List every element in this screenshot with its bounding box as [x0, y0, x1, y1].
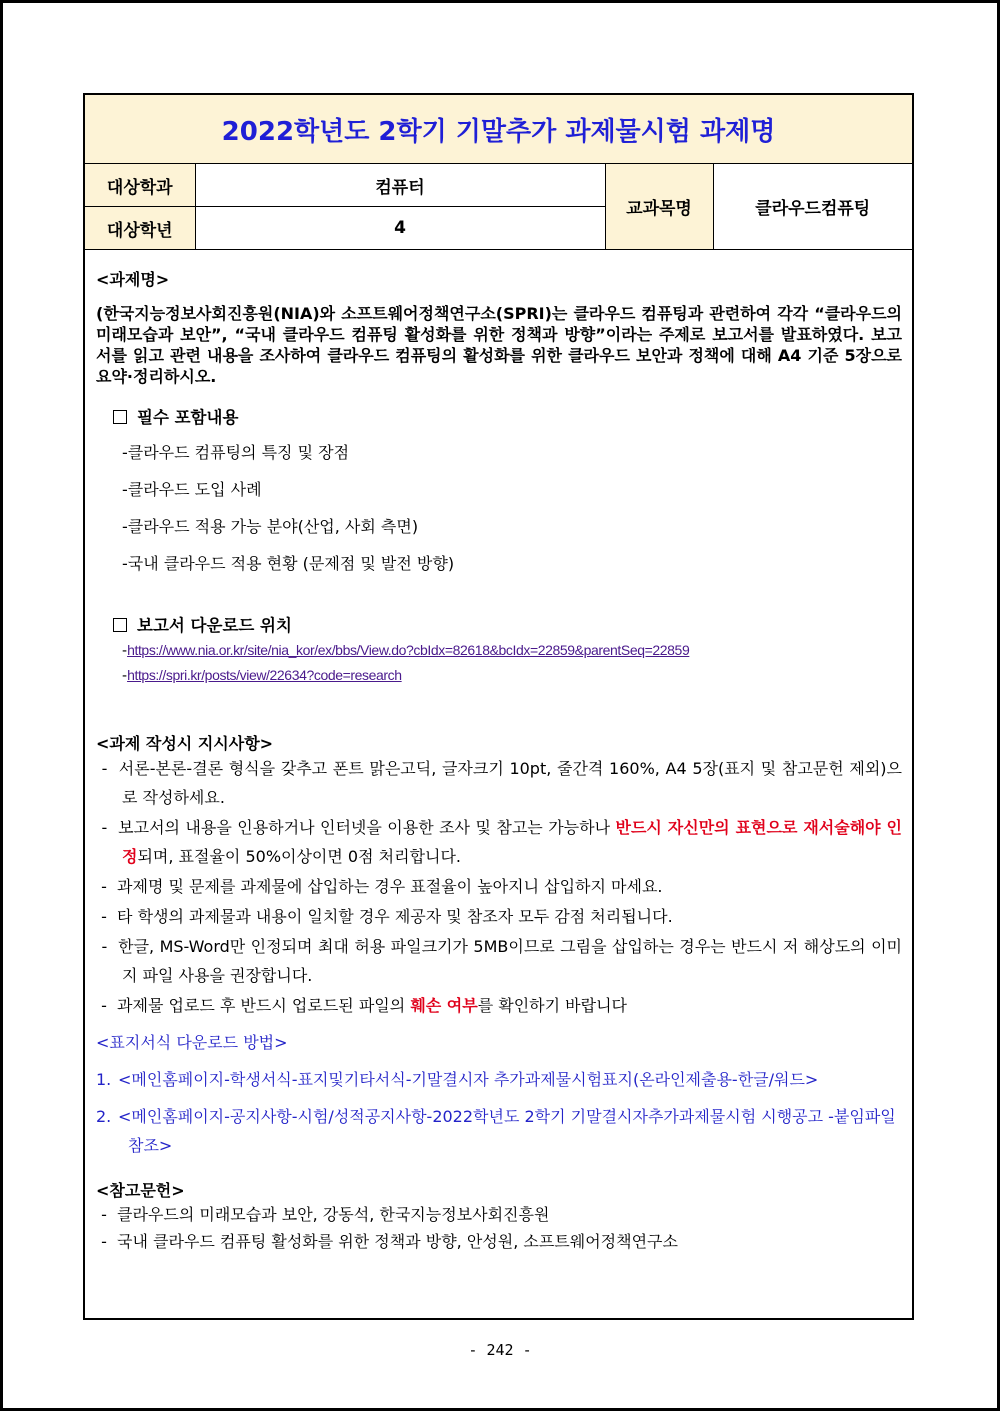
course-value: 클라우드컴퓨팅 — [713, 164, 912, 250]
cover-step: 1. <메인홈페이지-학생서식-표지및기타서식-기말결시자 추가과제물시험표지(온라인제출용-한글/워드> — [96, 1070, 819, 1089]
required-heading: 필수 포함내용 — [113, 404, 902, 428]
reference-item: - 국내 클라우드 컴퓨팅 활성화를 위한 정책과 방향, 안성원, 소프트웨어정책연구소 — [96, 1232, 678, 1251]
assignment-heading: <과제명> — [96, 270, 170, 289]
page-number: - 242 - — [468, 1341, 532, 1359]
emphasis-text: 반드시 자신만의 표현으로 재서술해야 인정 — [122, 818, 903, 866]
reference-item: - 클라우드의 미래모습과 보안, 강동석, 한국지능정보사회진흥원 — [96, 1205, 550, 1224]
required-item: -클라우드 적용 가능 분야(산업, 사회 측면) — [122, 517, 419, 536]
cover-heading: <표지서식 다운로드 방법> — [96, 1033, 288, 1052]
required-item: -클라우드 컴퓨팅의 특징 및 장점 — [122, 443, 350, 462]
info-table — [85, 164, 912, 250]
instructions-heading: <과제 작성시 지시사항> — [96, 734, 274, 753]
instruction-item: - 보고서의 내용을 인용하거나 인터넷을 이용한 조사 및 참고는 가능하나 반드시 자신만의 표현으로 재서술해야 인정되며, 표절율이 50%이상이면 0점 처리합니다. — [96, 818, 903, 866]
download-heading: 보고서 다운로드 위치 — [113, 612, 902, 636]
required-item: -클라우드 도입 사례 — [122, 480, 262, 499]
course-label: 교과목명 — [605, 164, 713, 250]
assignment-description: (한국지능정보사회진흥원(NIA)와 소프트웨어정책연구소(SPRI)는 클라우드 컴퓨팅과 관련하여 각각 “클라우드의 미래모습과 보안”, “국내 클라우드 컴퓨팅 활성화를 위한 정책과 방향”이라는 주제로 보고서를 발표하였다. 보고서를 읽고 관련 내용을 조사하여 클라우드 컴퓨팅의 활성화를 위한 클라우드 보안과 정책에 대해 A4 기준 5장으로 요약·정리하시오. — [96, 304, 902, 386]
year-value: 4 — [195, 207, 605, 250]
instruction-item: - 과제명 및 문제를 과제물에 삽입하는 경우 표절율이 높아지니 삽입하지 마세요. — [96, 877, 663, 896]
cover-step: 2. <메인홈페이지-공지사항-시험/성적공지사항-2022학년도 2학기 기말결시자추가과제물시험 시행공고 -붙임파일 참조> — [96, 1107, 896, 1155]
instructions-list — [96, 754, 902, 1020]
assignment-document — [83, 93, 914, 1320]
dept-label: 대상학과 — [85, 164, 195, 207]
document-title: 2022학년도 2학기 기말추가 과제물시험 과제명 — [85, 95, 912, 164]
download-link-row: -https://spri.kr/posts/view/22634?code=research — [122, 667, 402, 684]
instruction-item: - 타 학생의 과제물과 내용이 일치할 경우 제공자 및 참조자 모두 감점 처리됩니다. — [96, 907, 673, 926]
instruction-item: - 서론-본론-결론 형식을 갖추고 폰트 맑은고딕, 글자크기 10pt, 줄간격 160%, A4 5장(표지 및 참고문헌 제외)으로 작성하세요. — [96, 759, 902, 807]
nia-report-link[interactable]: https://www.nia.or.kr/site/nia_kor/ex/bbs/View.do?cbIdx=82618&bcIdx=22859&parentSeq=22859 — [127, 642, 690, 658]
references-heading: <참고문헌> — [96, 1181, 185, 1200]
dept-value: 컴퓨터 — [195, 164, 605, 207]
instruction-item: - 과제물 업로드 후 반드시 업로드된 파일의 훼손 여부를 확인하기 바랍니다 — [96, 996, 627, 1015]
document-body — [85, 267, 912, 1255]
spri-report-link[interactable]: https://spri.kr/posts/view/22634?code=research — [127, 667, 402, 683]
checkbox-icon — [113, 618, 127, 632]
instruction-item: - 한글, MS-Word만 인정되며 최대 허용 파일크기가 5MB이므로 그림을 삽입하는 경우는 반드시 저 해상도의 이미지 파일 사용을 권장합니다. — [96, 937, 902, 985]
download-link-row: -https://www.nia.or.kr/site/nia_kor/ex/bbs/View.do?cbIdx=82618&bcIdx=22859&parentSeq=22859 — [122, 642, 690, 659]
emphasis-text: 훼손 여부 — [410, 996, 478, 1015]
year-label: 대상학년 — [85, 207, 195, 250]
required-item: -국내 클라우드 적용 현황 (문제점 및 발전 방향) — [122, 554, 455, 573]
checkbox-icon — [113, 410, 127, 424]
